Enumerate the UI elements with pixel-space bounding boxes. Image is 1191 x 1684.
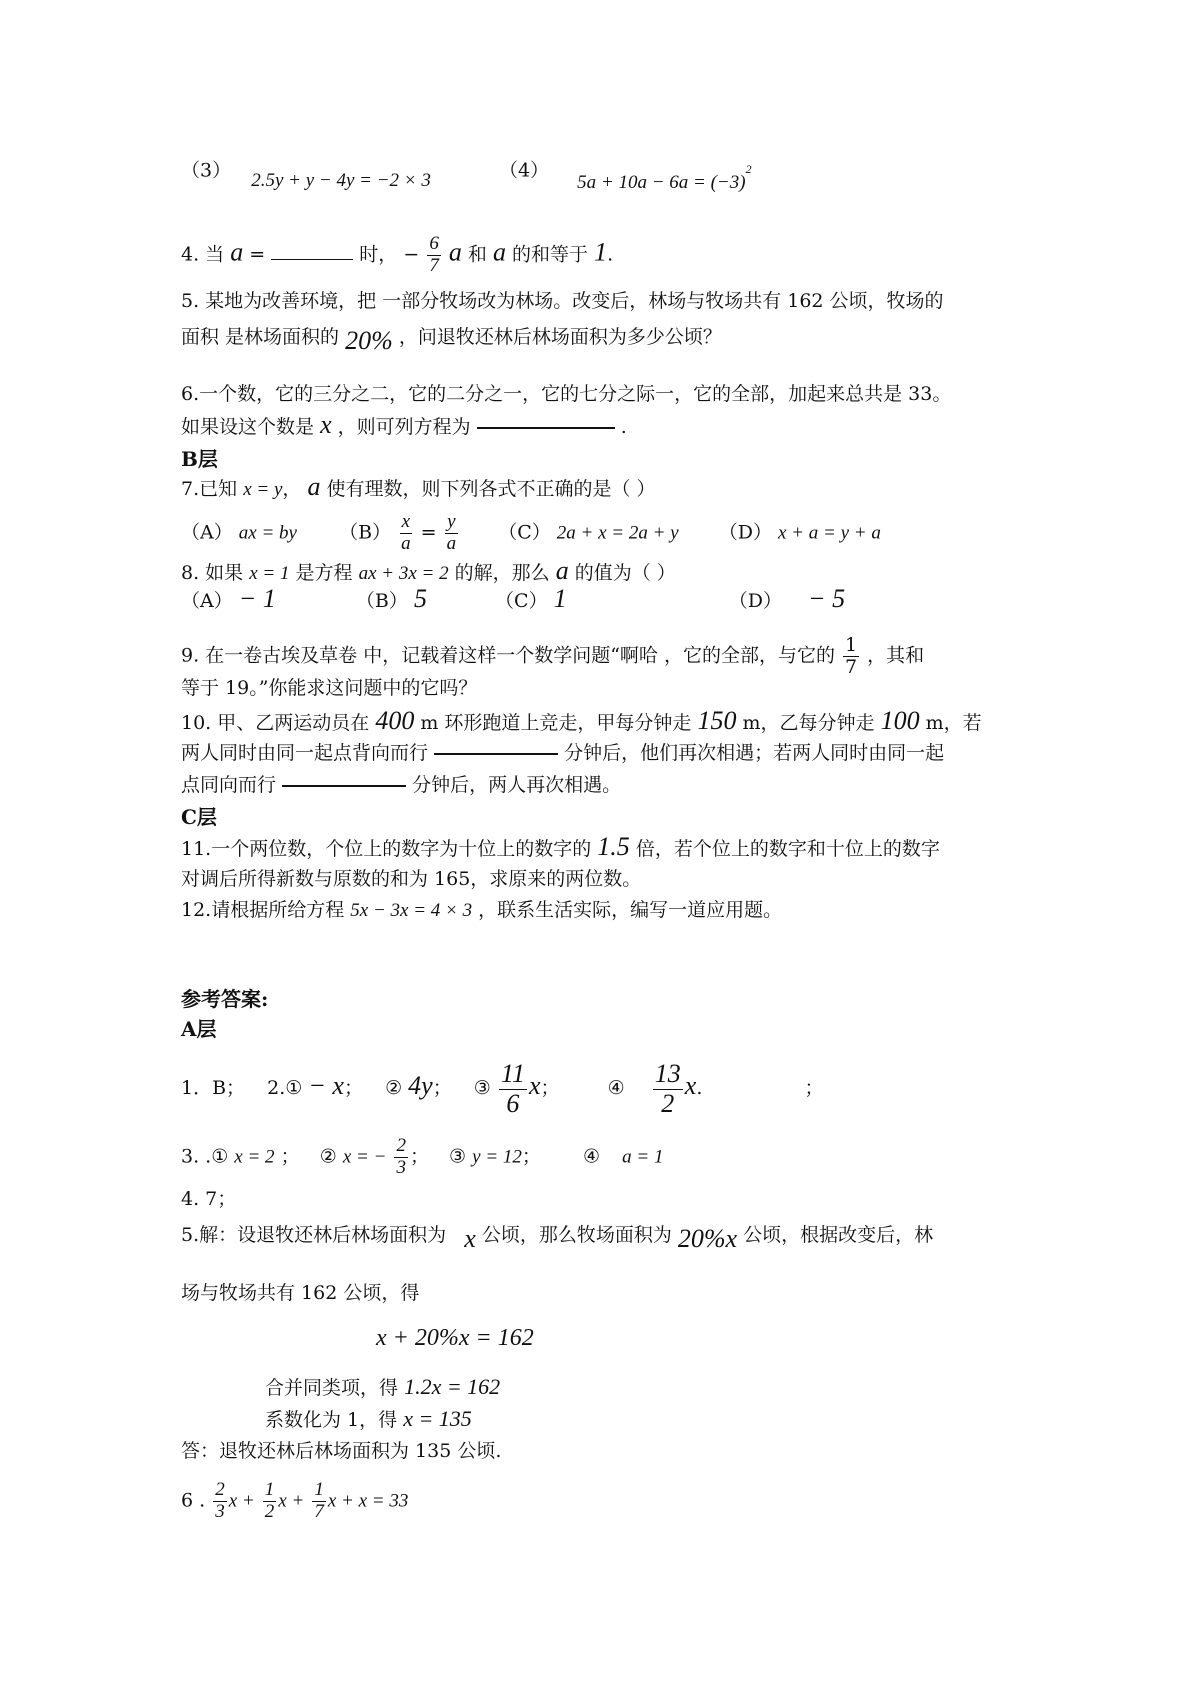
- q4-end: .: [607, 243, 614, 266]
- ans5-step2: x = 135: [403, 1406, 472, 1431]
- q7-optB-frac1: [399, 512, 413, 555]
- ans2-c4: ④: [607, 1077, 625, 1100]
- ans2-c1: 2.①: [267, 1077, 309, 1100]
- ans2-v4: x: [684, 1071, 697, 1101]
- q4-answer-blank[interactable]: [271, 259, 353, 260]
- q10-n100: 100: [880, 706, 920, 735]
- label-3: （3）: [181, 159, 232, 182]
- question-8: [181, 558, 676, 587]
- ans3-f2n: 2: [396, 1135, 406, 1156]
- q4-and: 和: [467, 243, 487, 266]
- ans2-f3n: 11: [500, 1059, 525, 1088]
- q10-n150: 150: [697, 706, 737, 735]
- ans5-step1: 1.2x = 162: [404, 1374, 501, 1399]
- q4-var-a2: a: [448, 237, 462, 267]
- q8-optA-label: （A）: [181, 590, 233, 612]
- q10-line1-c: m，乙每分钟走: [742, 712, 875, 734]
- ans3-s3: ；: [521, 1145, 541, 1168]
- q7-optB-d2: a: [446, 532, 457, 554]
- q4-var-a3: a: [492, 237, 506, 267]
- q7-optD-label: （D）: [718, 521, 772, 544]
- ans2-v2: 4y: [408, 1071, 433, 1101]
- q8-var-a: a: [555, 556, 569, 585]
- question-7-options: [181, 512, 881, 555]
- q12-post: ，联系生活实际，编写一道应用题。: [478, 899, 783, 921]
- q7-optB-n1: x: [401, 511, 411, 532]
- ans3-f2d: 3: [396, 1156, 406, 1178]
- question-5-line-2: [181, 322, 722, 355]
- q7-optB-d1: a: [401, 532, 411, 554]
- q7-optC-label: （C）: [498, 521, 551, 544]
- question-7: [181, 474, 656, 503]
- answer-6: [181, 1480, 408, 1523]
- q4-prefix: 4. 当: [181, 243, 225, 266]
- q7-cond: x = y: [243, 479, 283, 500]
- ans6-f1n: 2: [215, 1479, 225, 1500]
- q6-line2-mid: ，则可列方程为: [337, 416, 471, 438]
- ans3-c4: ④: [583, 1145, 601, 1168]
- ans6-t3: x + x = 33: [327, 1490, 409, 1512]
- problem-3-row: [181, 152, 752, 194]
- ans2-s1: ；: [343, 1077, 363, 1100]
- ans2-frac3: [499, 1060, 527, 1118]
- ans2-dot: .: [696, 1077, 703, 1100]
- q9-line1-pre: 9. 在一卷古埃及草卷 中，记载着这样一个数学问题“啊哈 ，它的全部，与它的: [181, 644, 835, 667]
- q9-fraction: [843, 635, 859, 678]
- q4-minus: −: [403, 243, 420, 266]
- q4-mid: 时，: [359, 243, 398, 266]
- ans5-step2-label: 系数化为 1，得: [265, 1409, 398, 1431]
- ans3-frac2: [394, 1136, 408, 1179]
- ans5-mid: 公顷，那么牧场面积为: [481, 1224, 672, 1246]
- q5-line2-post: ，问退牧还林后林场面积为多少公顷？: [398, 326, 722, 348]
- q8-optB-label: （B）: [355, 590, 408, 612]
- ans6-frac3: [312, 1480, 326, 1523]
- q8-optB: 5: [413, 584, 427, 613]
- question-6-line-2: [181, 412, 627, 440]
- q8-cond: x = 1: [249, 563, 290, 584]
- q8-optC-label: （C）: [495, 590, 548, 612]
- q12-pre: 12.请根据所给方程: [181, 899, 345, 921]
- ans5-post: 公顷，根据改变后，林: [743, 1224, 934, 1246]
- ans6-f2d: 2: [264, 1500, 275, 1522]
- section-c-heading: C层: [181, 805, 217, 829]
- q10-answer-line-2[interactable]: [282, 785, 406, 787]
- ans3-pre: 3. .①: [181, 1145, 229, 1168]
- ans1: 1．B；: [181, 1077, 246, 1100]
- q7-optA-label: （A）: [181, 521, 233, 544]
- ans3-e4: a = 1: [622, 1146, 664, 1168]
- q10-line2-b: 分钟后，他们再次相遇；若两人同时由同一起: [564, 742, 945, 764]
- ans6-f1d: 3: [215, 1500, 225, 1522]
- question-9-line-1: [181, 635, 924, 678]
- q8-optD: − 5: [808, 584, 846, 613]
- equation-4-exponent: 2: [745, 162, 752, 176]
- ans3-c3: ③: [449, 1145, 467, 1168]
- q7-optB-n2: y: [447, 511, 456, 532]
- q4-suffix: 的和等于: [512, 243, 589, 266]
- ans2-c3: ③: [473, 1077, 491, 1100]
- q8-stem2: 是方程: [295, 562, 353, 584]
- ans6-t2: x +: [278, 1490, 305, 1512]
- question-5-line-1: 5. 某地为改善环境，把 一部分牧场改为林场。改变后，林场与牧场共有 162 公顷，牧场的: [181, 290, 944, 312]
- answer-5-line-1: [181, 1220, 934, 1253]
- ans3-s1: ；: [280, 1145, 300, 1168]
- answer-5-step-1: [265, 1374, 500, 1401]
- q4-frac-den: 7: [429, 254, 439, 276]
- ans6-f3n: 1: [314, 1479, 324, 1500]
- ans2-c2: ②: [385, 1077, 409, 1100]
- answer-4: 4. 7；: [181, 1188, 237, 1210]
- ans2-f3d: 6: [506, 1088, 520, 1118]
- answers-heading: 参考答案:: [181, 987, 269, 1011]
- q5-percent: 20%: [345, 326, 393, 355]
- q8-stem3: 的解，那么: [454, 562, 550, 584]
- answer-5-equation: x + 20%x = 162: [376, 1325, 534, 1351]
- equation-3: 2.5y + y − 4y = −2 × 3: [251, 170, 431, 192]
- ans2-f4n: 13: [654, 1059, 681, 1088]
- ans6-f3d: 7: [314, 1500, 324, 1522]
- q4-frac-num: 6: [429, 233, 439, 254]
- question-12: [181, 897, 782, 924]
- q11-line1-post: 倍，若个位上的数字和十位上的数字: [635, 838, 940, 860]
- q7-stem2: 使有理数，则下列各式不正确的是（ ）: [326, 478, 656, 500]
- q10-line1-d: m，若: [925, 712, 982, 734]
- question-11-line-1: [181, 834, 940, 862]
- ans5-step1-label: 合并同类项，得: [265, 1377, 399, 1399]
- q7-optA: ax = by: [238, 522, 297, 544]
- q11-line1-pre: 11.一个两位数，个位上的数字为十位上的数字的: [181, 838, 592, 860]
- q7-stem: 7.已知: [181, 478, 238, 500]
- ans2-f4d: 2: [661, 1088, 675, 1118]
- q4-fraction: [427, 234, 441, 277]
- q11-factor: 1.5: [597, 832, 630, 861]
- q7-optB-eq: =: [420, 521, 437, 544]
- q8-optC: 1: [553, 584, 567, 613]
- q6-line2-end: .: [620, 416, 627, 438]
- q10-line1-b: m 环形跑道上竞走，甲每分钟走: [420, 712, 692, 734]
- answers-a-heading: A层: [181, 1017, 217, 1041]
- q7-var-a: a: [307, 472, 321, 501]
- ans2-v1: − x: [308, 1071, 344, 1101]
- q8-optA: − 1: [238, 584, 276, 613]
- question-10-line-3: [181, 772, 621, 798]
- q10-n400: 400: [375, 706, 415, 735]
- question-8-options: [181, 586, 845, 614]
- ans6-frac1: [213, 1480, 227, 1523]
- ans5-expr: 20%x: [677, 1224, 738, 1253]
- answer-5-step-2: [265, 1406, 472, 1433]
- q6-line2-pre: 如果设这个数是: [181, 416, 315, 438]
- section-b-heading: B层: [181, 447, 218, 471]
- q9-line1-post: ，其和: [867, 644, 925, 667]
- answer-5-conclusion: 答：退牧还林后林场面积为 135 公顷.: [181, 1440, 502, 1462]
- q7-optD: x + a = y + a: [778, 522, 881, 544]
- answers-row-3: [181, 1136, 663, 1179]
- q10-line3-a: 点同向而行: [181, 774, 277, 796]
- q7-sep: ，: [282, 478, 302, 500]
- ans6-frac2: [263, 1480, 277, 1523]
- q8-optD-label: （D）: [728, 590, 782, 612]
- q9-frac-num: 1: [845, 634, 858, 656]
- ans3-e2: x = −: [342, 1146, 387, 1168]
- q7-optB-frac2: [445, 512, 459, 555]
- question-11-line-2: 对调后所得新数与原数的和为 165，求原来的两位数。: [181, 868, 642, 890]
- ans2-v3: x: [528, 1071, 541, 1101]
- ans5-pre: 5.解：设退牧还林后林场面积为: [181, 1224, 447, 1246]
- ans6-f2n: 1: [264, 1479, 275, 1500]
- q5-line2-pre: 面积 是林场面积的: [181, 326, 340, 348]
- q10-line1-a: 10. 甲、乙两运动员在: [181, 712, 370, 734]
- q10-answer-line-1[interactable]: [434, 753, 558, 755]
- question-9-line-2: 等于 19。”你能求这问题中的它吗？: [181, 677, 478, 699]
- ans2-s3: ；: [540, 1077, 560, 1100]
- ans2-frac4: [653, 1060, 683, 1118]
- ans2-tail: ；: [804, 1077, 824, 1100]
- ans6-pre: 6 .: [181, 1489, 206, 1512]
- q6-answer-line[interactable]: [477, 427, 615, 429]
- ans2-s2: ；: [432, 1077, 452, 1100]
- ans3-s2: ；: [409, 1145, 429, 1168]
- equation-4: 5a + 10a − 6a = (−3): [577, 172, 746, 194]
- q9-frac-den: 7: [845, 655, 858, 678]
- answer-5-line-2: 场与牧场共有 162 公顷，得: [181, 1282, 420, 1304]
- ans3-c2: ②: [319, 1145, 337, 1168]
- ans3-e1: x = 2: [234, 1146, 275, 1168]
- q4-one: 1: [594, 237, 608, 267]
- question-4: [181, 234, 613, 277]
- q7-optC: 2a + x = 2a + y: [556, 522, 679, 544]
- q4-var-a: a: [230, 237, 244, 267]
- q8-stem4: 的值为（ ）: [574, 562, 676, 584]
- ans3-e3: y = 12: [472, 1146, 522, 1168]
- q8-eq: ax + 3x = 2: [358, 563, 449, 584]
- question-10-line-1: [181, 708, 982, 736]
- answers-row-1: [181, 1060, 823, 1118]
- q10-line3-b: 分钟后，两人再次相遇。: [412, 774, 622, 796]
- label-4: （4）: [498, 159, 550, 182]
- question-10-line-2: [181, 740, 944, 766]
- q7-optB-label: （B）: [339, 521, 392, 544]
- question-6-line-1: 6.一个数，它的三分之二，它的二分之一，它的七分之际一，它的全部，加起来总共是 33。: [181, 383, 952, 405]
- q10-line2-a: 两人同时由同一起点背向而行: [181, 742, 429, 764]
- q8-stem1: 8. 如果: [181, 562, 244, 584]
- q12-eq: 5x − 3x = 4 × 3: [350, 900, 473, 921]
- q4-eq: =: [249, 243, 272, 266]
- ans5-var-x: x: [464, 1224, 476, 1253]
- q6-var-x: x: [320, 410, 332, 439]
- ans6-t1: x +: [228, 1490, 255, 1512]
